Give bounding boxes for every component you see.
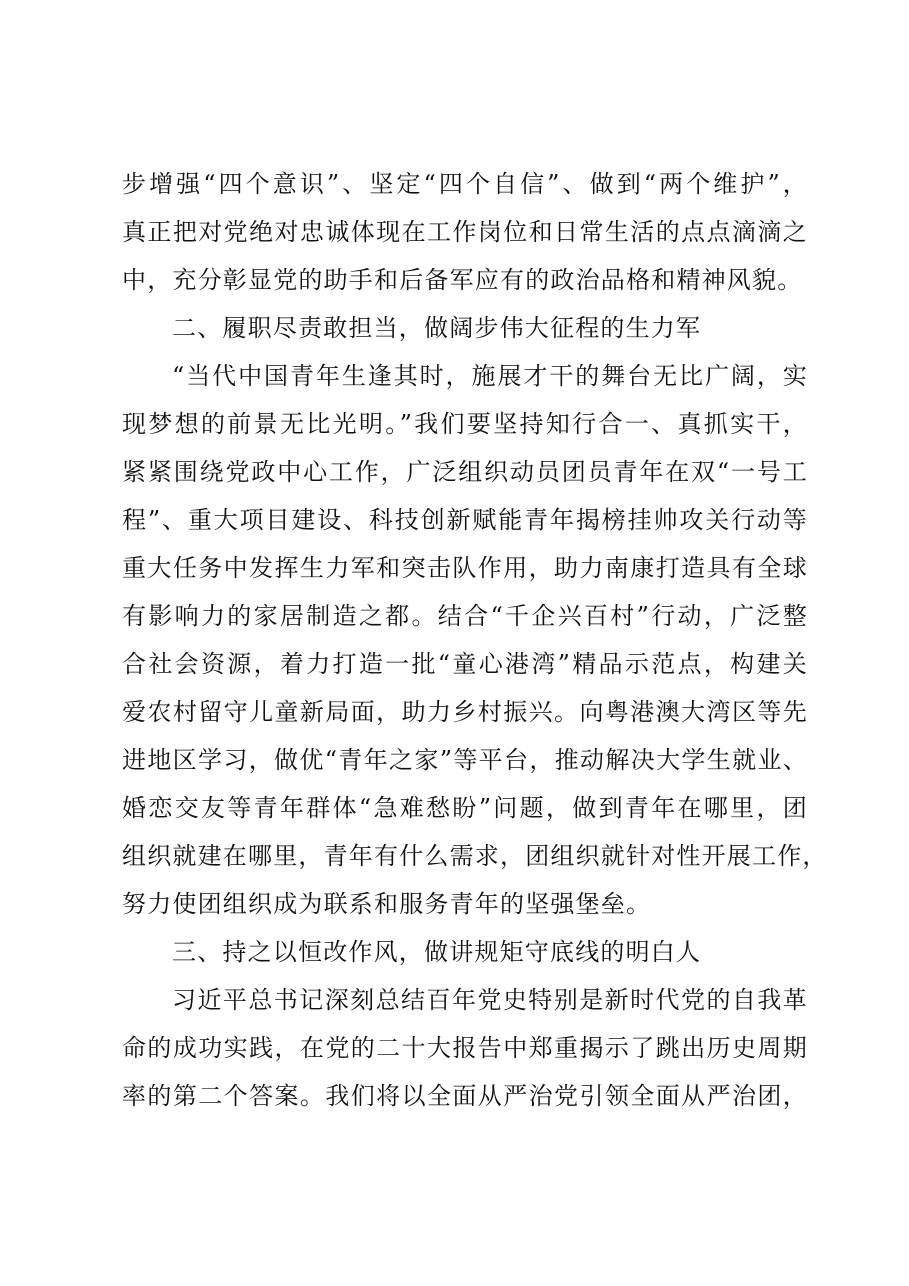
text-line: “当代中国青年生逢其时，施展才干的舞台无比广阔，实	[172, 362, 808, 390]
text-line: 步增强“四个意识”、坚定“四个自信”、做到“两个维护”，	[122, 170, 808, 198]
document-body	[122, 160, 828, 1120]
paragraph-2	[122, 352, 828, 928]
text-line: 命的成功实践，在党的二十大报告中郑重揭示了跳出历史周期	[122, 1034, 808, 1062]
text-line: 婚恋交友等青年群体“急难愁盼”问题，做到青年在哪里，团	[122, 794, 808, 822]
text-line: 中，充分彰显党的助手和后备军应有的政治品格和精神风貌。	[122, 266, 803, 294]
text-line: 习近平总书记深刻总结百年党史特别是新时代党的自我革	[172, 986, 808, 1014]
section-heading-3	[122, 928, 808, 976]
text-line: 现梦想的前景无比光明。”我们要坚持知行合一、真抓实干，	[122, 410, 808, 438]
text-line: 紧紧围绕党政中心工作，广泛组织动员团员青年在双“一号工	[122, 458, 808, 486]
text-line: 率的第二个答案。我们将以全面从严治党引领全面从严治团，	[122, 1082, 808, 1110]
text-line: 真正把对党绝对忠诚体现在工作岗位和日常生活的点点滴滴之	[122, 218, 808, 246]
heading-text: 二、履职尽责敢担当，做阔步伟大征程的生力军	[172, 314, 702, 342]
text-line: 努力使团组织成为联系和服务青年的坚强堡垒。	[122, 890, 652, 918]
text-line: 爱农村留守儿童新局面，助力乡村振兴。向粤港澳大湾区等先	[122, 698, 808, 726]
text-line: 重大任务中发挥生力军和突击队作用，助力南康打造具有全球	[122, 554, 808, 582]
text-line: 合社会资源，着力打造一批“童心港湾”精品示范点，构建关	[122, 650, 808, 678]
text-line: 有影响力的家居制造之都。结合“千企兴百村”行动，广泛整	[122, 602, 808, 630]
section-heading-2	[122, 304, 808, 352]
paragraph-3	[122, 976, 808, 1120]
paragraph-continued	[122, 160, 808, 304]
heading-text: 三、持之以恒改作风，做讲规矩守底线的明白人	[172, 938, 702, 966]
text-line: 程”、重大项目建设、科技创新赋能青年揭榜挂帅攻关行动等	[122, 506, 808, 534]
text-line: 进地区学习，做优“青年之家”等平台，推动解决大学生就业、	[122, 746, 808, 774]
text-line: 组织就建在哪里，青年有什么需求，团组织就针对性开展工作，	[122, 842, 828, 870]
